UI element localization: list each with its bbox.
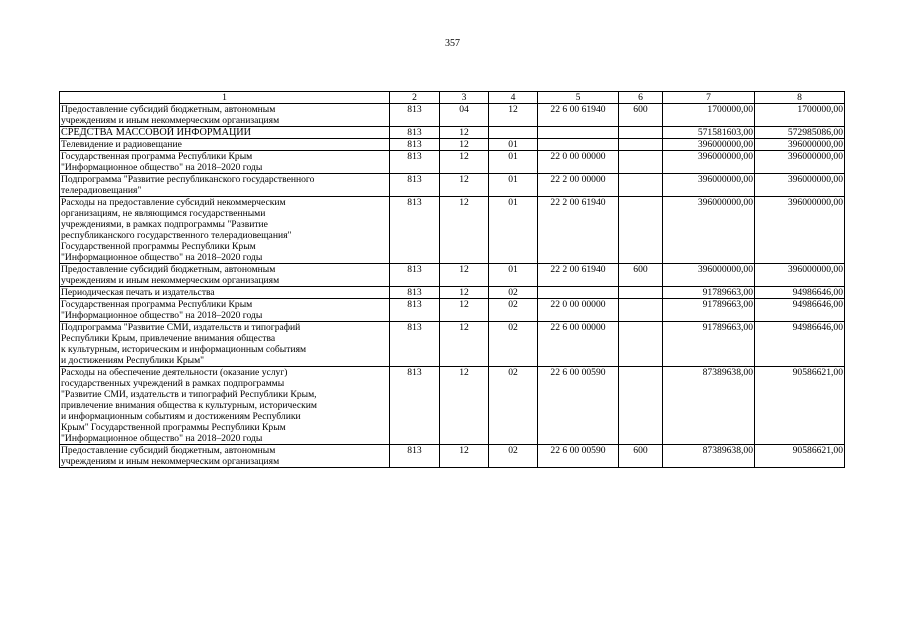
cell-ministry-code: 813 (390, 197, 440, 264)
table-row (60, 127, 845, 139)
cell-amount-2019: 396000000,00 (663, 197, 755, 264)
row-name: Предоставление субсидий бюджетным, автономным учреждениям и иным некоммерческим организациям (60, 264, 390, 287)
cell-expense-type (619, 127, 663, 139)
cell-amount-2020: 396000000,00 (755, 197, 845, 264)
cell-amount-2019: 91789663,00 (663, 299, 755, 322)
table-row (60, 299, 845, 322)
cell-subsection-code: 02 (489, 299, 538, 322)
row-name: Предоставление субсидий бюджетным, автономным учреждениям и иным некоммерческим организациям (60, 104, 390, 127)
cell-section-code: 12 (440, 197, 489, 264)
cell-subsection-code: 02 (489, 322, 538, 367)
cell-subsection-code: 01 (489, 264, 538, 287)
table-row (60, 174, 845, 197)
column-header: 7 (663, 92, 755, 104)
cell-amount-2019: 1700000,00 (663, 104, 755, 127)
cell-amount-2020: 90586621,00 (755, 445, 845, 468)
cell-ministry-code: 813 (390, 367, 440, 445)
cell-ministry-code: 813 (390, 139, 440, 151)
cell-amount-2019: 87389638,00 (663, 445, 755, 468)
cell-target-article: 22 6 00 00590 (538, 445, 619, 468)
row-name: СРЕДСТВА МАССОВОЙ ИНФОРМАЦИИ (60, 127, 390, 139)
column-header: 4 (489, 92, 538, 104)
cell-expense-type (619, 287, 663, 299)
cell-amount-2019: 396000000,00 (663, 174, 755, 197)
cell-expense-type (619, 151, 663, 174)
column-header: 1 (60, 92, 390, 104)
cell-target-article (538, 127, 619, 139)
cell-subsection-code: 02 (489, 287, 538, 299)
cell-section-code: 12 (440, 139, 489, 151)
table-row (60, 104, 845, 127)
cell-ministry-code: 813 (390, 264, 440, 287)
cell-amount-2020: 396000000,00 (755, 174, 845, 197)
cell-amount-2019: 396000000,00 (663, 264, 755, 287)
column-header: 3 (440, 92, 489, 104)
cell-expense-type (619, 174, 663, 197)
page-number: 357 (445, 38, 460, 49)
cell-subsection-code: 01 (489, 174, 538, 197)
row-name: Телевидение и радиовещание (60, 139, 390, 151)
cell-subsection-code: 01 (489, 197, 538, 264)
cell-amount-2020: 396000000,00 (755, 151, 845, 174)
cell-target-article: 22 6 00 61940 (538, 104, 619, 127)
row-name: Предоставление субсидий бюджетным, автономным учреждениям и иным некоммерческим организациям (60, 445, 390, 468)
cell-subsection-code: 02 (489, 445, 538, 468)
cell-target-article: 22 0 00 00000 (538, 151, 619, 174)
cell-section-code: 12 (440, 445, 489, 468)
cell-expense-type (619, 299, 663, 322)
cell-section-code: 04 (440, 104, 489, 127)
cell-ministry-code: 813 (390, 287, 440, 299)
cell-amount-2020: 396000000,00 (755, 264, 845, 287)
cell-amount-2020: 90586621,00 (755, 367, 845, 445)
cell-subsection-code (489, 127, 538, 139)
row-name: Государственная программа Республики Крым "Информационное общество" на 2018–2020 годы (60, 299, 390, 322)
row-name: Расходы на предоставление субсидий некоммерческим организациям, не являющимся государственными учреждениями, в рамках подпрограммы "Развитие республиканского государственного телерадиовещания" Государственной программы Республики Крым "Информационное общество" на 2018–2020 годы (60, 197, 390, 264)
cell-expense-type (619, 197, 663, 264)
table-row (60, 139, 845, 151)
cell-target-article (538, 139, 619, 151)
column-header: 8 (755, 92, 845, 104)
table-row (60, 445, 845, 468)
cell-target-article: 22 2 00 61940 (538, 197, 619, 264)
cell-expense-type: 600 (619, 445, 663, 468)
cell-amount-2020: 94986646,00 (755, 299, 845, 322)
cell-amount-2019: 91789663,00 (663, 287, 755, 299)
cell-ministry-code: 813 (390, 322, 440, 367)
cell-section-code: 12 (440, 299, 489, 322)
cell-amount-2019: 91789663,00 (663, 322, 755, 367)
column-header-row (60, 92, 845, 104)
budget-table (59, 91, 845, 468)
cell-target-article: 22 2 00 00000 (538, 174, 619, 197)
cell-amount-2020: 94986646,00 (755, 287, 845, 299)
cell-subsection-code: 02 (489, 367, 538, 445)
cell-ministry-code: 813 (390, 445, 440, 468)
table-row (60, 322, 845, 367)
table-row (60, 264, 845, 287)
cell-ministry-code: 813 (390, 151, 440, 174)
cell-target-article: 22 6 00 00590 (538, 367, 619, 445)
cell-target-article: 22 0 00 00000 (538, 299, 619, 322)
cell-ministry-code: 813 (390, 127, 440, 139)
cell-target-article (538, 287, 619, 299)
column-header: 6 (619, 92, 663, 104)
cell-amount-2019: 87389638,00 (663, 367, 755, 445)
column-header: 2 (390, 92, 440, 104)
cell-ministry-code: 813 (390, 299, 440, 322)
table-body (60, 104, 845, 468)
cell-section-code: 12 (440, 151, 489, 174)
table-row (60, 367, 845, 445)
row-name: Подпрограмма "Развитие республиканского государственного телерадиовещания" (60, 174, 390, 197)
row-name: Периодическая печать и издательства (60, 287, 390, 299)
row-name: Расходы на обеспечение деятельности (оказание услуг) государственных учреждений в рамках подпрограммы "Развитие СМИ, издательств и типографий Республики Крым, привлечение внимания общества к культурным, историческим и информационным событиям и достижениям Республики Крым" Государственной программы Республики Крым "Информационное общество" на 2018–2020 годы (60, 367, 390, 445)
cell-ministry-code: 813 (390, 174, 440, 197)
cell-expense-type (619, 367, 663, 445)
cell-subsection-code: 01 (489, 139, 538, 151)
cell-amount-2019: 396000000,00 (663, 139, 755, 151)
cell-expense-type: 600 (619, 104, 663, 127)
cell-section-code: 12 (440, 127, 489, 139)
cell-ministry-code: 813 (390, 104, 440, 127)
cell-section-code: 12 (440, 367, 489, 445)
cell-expense-type (619, 139, 663, 151)
cell-amount-2020: 572985086,00 (755, 127, 845, 139)
cell-section-code: 12 (440, 174, 489, 197)
row-name: Подпрограмма "Развитие СМИ, издательств и типографий Республики Крым, привлечение внимания общества к культурным, историческим и информационным событиям и достижениям Республики Крым" (60, 322, 390, 367)
cell-amount-2020: 396000000,00 (755, 139, 845, 151)
cell-subsection-code: 01 (489, 151, 538, 174)
cell-target-article: 22 2 00 61940 (538, 264, 619, 287)
cell-expense-type: 600 (619, 264, 663, 287)
row-name: Государственная программа Республики Крым "Информационное общество" на 2018–2020 годы (60, 151, 390, 174)
cell-section-code: 12 (440, 287, 489, 299)
table-row (60, 197, 845, 264)
cell-target-article: 22 6 00 00000 (538, 322, 619, 367)
cell-expense-type (619, 322, 663, 367)
table-row (60, 151, 845, 174)
cell-section-code: 12 (440, 322, 489, 367)
cell-amount-2019: 396000000,00 (663, 151, 755, 174)
cell-section-code: 12 (440, 264, 489, 287)
table-row (60, 287, 845, 299)
cell-amount-2020: 94986646,00 (755, 322, 845, 367)
cell-subsection-code: 12 (489, 104, 538, 127)
column-header: 5 (538, 92, 619, 104)
cell-amount-2019: 571581603,00 (663, 127, 755, 139)
cell-amount-2020: 1700000,00 (755, 104, 845, 127)
